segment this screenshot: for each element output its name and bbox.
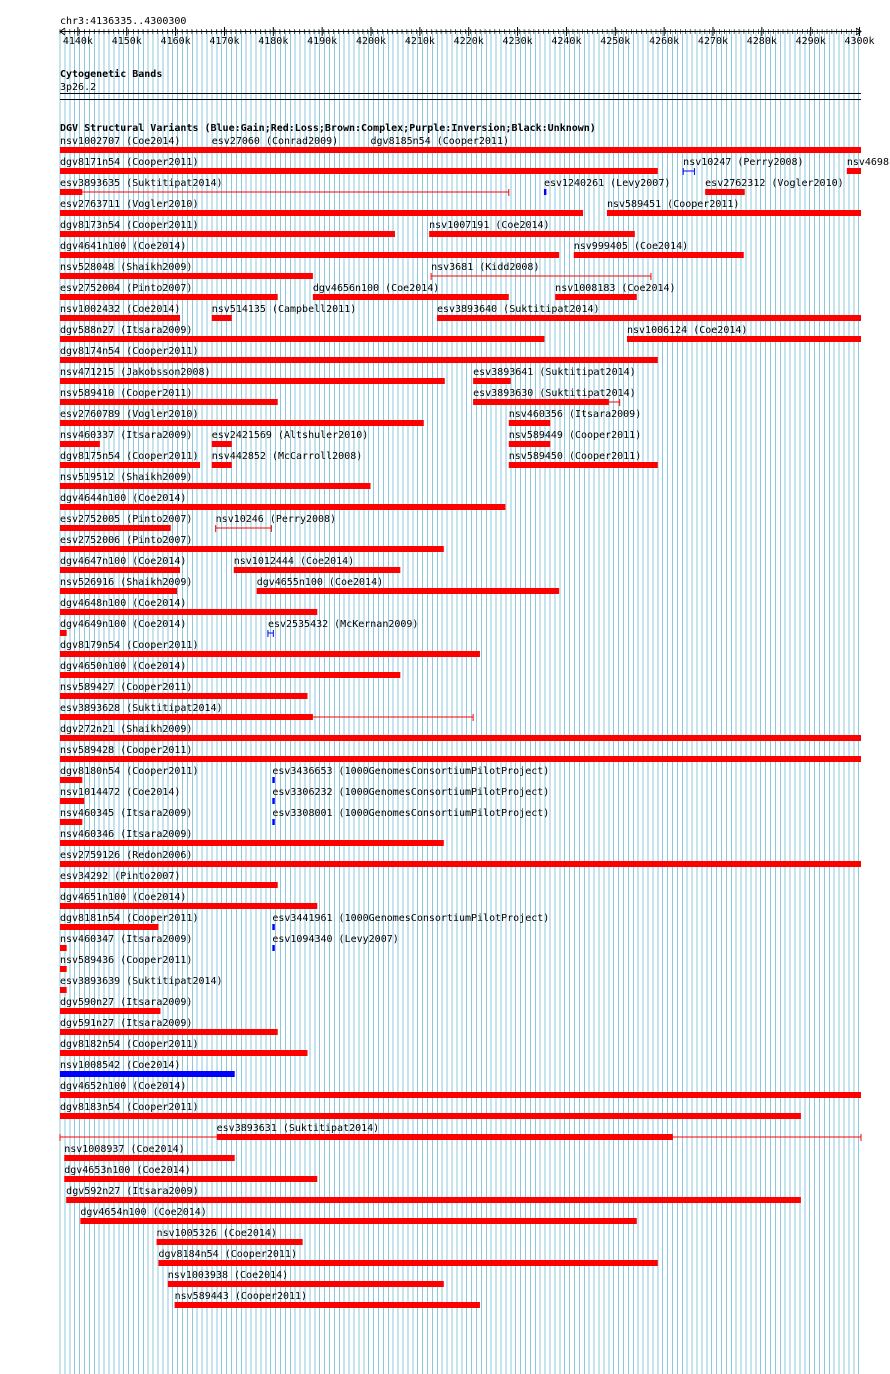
- variant-bar: [60, 609, 317, 615]
- variant-bar: [60, 1029, 278, 1035]
- variant-feature[interactable]: [175, 1291, 480, 1308]
- variant-label[interactable]: nsv589427 (Cooper2011): [60, 682, 193, 693]
- ruler-tick-label: 4160k: [160, 36, 191, 47]
- variant-feature[interactable]: [60, 220, 395, 237]
- variant-bar: [473, 399, 609, 405]
- variant-label[interactable]: nsv10247 (Perry2008): [683, 157, 804, 168]
- variant-label[interactable]: dgv4653n100 (Coe2014): [64, 1165, 191, 1176]
- variant-label[interactable]: esv1094340 (Levy2007): [272, 934, 399, 945]
- variant-label[interactable]: nsv460337 (Itsara2009): [60, 430, 193, 441]
- variant-bar: [64, 1176, 317, 1182]
- variant-label[interactable]: dgv4641n100 (Coe2014): [60, 241, 187, 252]
- variant-bar: [212, 315, 232, 321]
- variant-feature[interactable]: [272, 787, 549, 804]
- variant-feature[interactable]: [847, 157, 889, 174]
- variant-label[interactable]: esv2759126 (Redon2006): [60, 850, 193, 861]
- variant-label[interactable]: nsv589428 (Cooper2011): [60, 745, 193, 756]
- variant-label[interactable]: nsv460346 (Itsara2009): [60, 829, 193, 840]
- variant-label[interactable]: dgv8185n54 (Cooper2011): [370, 136, 510, 147]
- variant-bar: [705, 189, 745, 195]
- variant-bar: [60, 357, 658, 363]
- variant-label[interactable]: esv1240261 (Levy2007): [543, 178, 671, 189]
- ruler-tick-label: 4300k: [844, 36, 875, 47]
- variant-label[interactable]: nsv442852 (McCarroll2008): [211, 451, 363, 462]
- variant-feature[interactable]: [60, 388, 278, 405]
- variant-feature[interactable]: [437, 304, 861, 321]
- variant-bar: [60, 987, 67, 993]
- position-label: chr3:4136335..4300300: [60, 16, 187, 27]
- variant-label[interactable]: dgv8179n54 (Cooper2011): [60, 640, 199, 651]
- variant-feature[interactable]: [272, 766, 549, 783]
- variant-bar: [272, 798, 274, 804]
- variant-label[interactable]: nsv526916 (Shaikh2009): [60, 577, 193, 588]
- variant-feature[interactable]: [60, 178, 509, 196]
- variant-bar: [509, 420, 551, 426]
- variant-label[interactable]: nsv10246 (Perry2008): [215, 514, 337, 525]
- variant-bar: [60, 945, 67, 951]
- variant-label[interactable]: nsv528048 (Shaikh2009): [60, 262, 193, 273]
- variant-feature[interactable]: [64, 1144, 234, 1161]
- variant-feature[interactable]: [60, 367, 445, 384]
- variant-bar: [168, 1281, 444, 1287]
- variant-feature[interactable]: [544, 178, 670, 195]
- variant-feature[interactable]: [371, 136, 861, 153]
- ruler-tick-label: 4170k: [209, 36, 240, 47]
- variant-bar: [80, 1218, 636, 1224]
- variant-label[interactable]: nsv1007191 (Coe2014): [429, 220, 550, 231]
- variant-bar: [60, 441, 100, 447]
- variant-label[interactable]: nsv514135 (Campbell2011): [211, 304, 357, 315]
- variant-label[interactable]: nsv4698: [846, 157, 889, 168]
- variant-label[interactable]: esv3893628 (Suktitipat2014): [60, 703, 223, 714]
- ruler-tick-label: 4150k: [111, 36, 142, 47]
- variant-feature[interactable]: [627, 325, 861, 342]
- variant-label[interactable]: nsv1002707 (Coe2014): [60, 136, 181, 147]
- variant-bar: [60, 525, 171, 531]
- variant-bar: [159, 1260, 658, 1266]
- variant-label[interactable]: nsv589451 (Cooper2011): [606, 199, 740, 210]
- variant-bar: [60, 924, 159, 930]
- variant-bar: [60, 294, 278, 300]
- variant-label[interactable]: esv2752005 (Pinto2007): [60, 514, 193, 525]
- variant-label[interactable]: dgv592n27 (Itsara2009): [66, 1186, 199, 1197]
- variant-bar: [60, 756, 861, 762]
- variant-feature[interactable]: [705, 178, 843, 195]
- variant-label[interactable]: dgv4644n100 (Coe2014): [60, 493, 187, 504]
- variant-label[interactable]: esv2752006 (Pinto2007): [60, 535, 193, 546]
- variant-bar: [60, 630, 67, 636]
- variant-label[interactable]: dgv590n27 (Itsara2009): [60, 997, 193, 1008]
- variant-label[interactable]: nsv589449 (Cooper2011): [508, 430, 642, 441]
- variant-bar: [272, 945, 274, 951]
- variant-label[interactable]: dgv8181n54 (Cooper2011): [60, 913, 199, 924]
- variant-bar: [60, 210, 583, 216]
- variant-label[interactable]: nsv1012444 (Coe2014): [233, 556, 355, 567]
- ruler-tick-label: 4180k: [258, 36, 289, 47]
- variant-feature[interactable]: [272, 808, 549, 825]
- ruler-tick-label: 4280k: [746, 36, 777, 47]
- variant-label[interactable]: esv2752004 (Pinto2007): [60, 283, 193, 294]
- variant-bar: [60, 840, 444, 846]
- variant-feature[interactable]: [64, 1165, 317, 1182]
- variant-feature[interactable]: [509, 409, 641, 426]
- variant-label[interactable]: nsv1005326 (Coe2014): [156, 1228, 277, 1239]
- variant-bar: [60, 420, 424, 426]
- variant-feature[interactable]: [60, 409, 424, 426]
- variant-label[interactable]: nsv460356 (Itsara2009): [508, 409, 642, 420]
- variant-feature[interactable]: [60, 892, 317, 909]
- variant-bar: [60, 735, 861, 741]
- variant-label[interactable]: dgv8183n54 (Cooper2011): [60, 1102, 199, 1113]
- variant-label[interactable]: nsv1014472 (Coe2014): [60, 787, 181, 798]
- variant-feature[interactable]: [60, 703, 473, 721]
- variant-feature[interactable]: [509, 451, 658, 468]
- variant-feature[interactable]: [60, 556, 186, 573]
- variant-bar: [60, 504, 505, 510]
- variant-bar: [175, 1302, 480, 1308]
- variant-bar: [509, 462, 658, 468]
- variant-bar: [60, 567, 180, 573]
- ruler-tick-label: 4230k: [502, 36, 533, 47]
- cytoband-name[interactable]: 3p26.2: [60, 82, 97, 93]
- variant-bar: [437, 315, 861, 321]
- variant-label[interactable]: dgv4651n100 (Coe2014): [60, 892, 187, 903]
- variant-label[interactable]: nsv589436 (Cooper2011): [60, 955, 193, 966]
- variant-bar: [60, 315, 180, 321]
- variant-label[interactable]: dgv588n27 (Itsara2009): [60, 325, 193, 336]
- variant-bar: [60, 189, 82, 195]
- variant-label[interactable]: nsv589410 (Cooper2011): [60, 388, 193, 399]
- variant-bar: [212, 441, 232, 447]
- variant-bar: [60, 231, 395, 237]
- dgv-track-title: DGV Structural Variants (Blue:Gain;Red:Loss;Brown:Complex;Purple:Inversion;Black:Unknown): [60, 123, 596, 134]
- variant-bar: [64, 1155, 234, 1161]
- variant-label[interactable]: dgv591n27 (Itsara2009): [60, 1018, 193, 1029]
- variant-label[interactable]: nsv1006124 (Coe2014): [626, 325, 748, 336]
- variant-bar: [371, 147, 861, 153]
- variant-label[interactable]: nsv589443 (Cooper2011): [174, 1291, 308, 1302]
- variant-label[interactable]: dgv4649n100 (Coe2014): [60, 619, 187, 630]
- variant-label[interactable]: nsv1008542 (Coe2014): [60, 1060, 181, 1071]
- ruler-tick-label: 4140k: [62, 36, 93, 47]
- variant-bar: [60, 252, 559, 258]
- variant-bar: [272, 819, 274, 825]
- variant-bar: [473, 378, 511, 384]
- variant-label[interactable]: esv3308001 (1000GenomesConsortiumPilotProject): [272, 808, 550, 819]
- variant-feature[interactable]: [473, 388, 636, 406]
- variant-bar: [157, 1239, 303, 1245]
- variant-label[interactable]: nsv471215 (Jakobsson2008): [60, 367, 211, 378]
- variant-label[interactable]: dgv8175n54 (Cooper2011): [60, 451, 199, 462]
- ruler-tick-label: 4210k: [404, 36, 435, 47]
- variant-label[interactable]: esv3893635 (Suktitipat2014): [60, 178, 223, 189]
- variant-label[interactable]: esv2421569 (Altshuler2010): [211, 430, 369, 441]
- variant-label[interactable]: nsv999405 (Coe2014): [573, 241, 689, 252]
- variant-label[interactable]: nsv460347 (Itsara2009): [60, 934, 193, 945]
- variant-bar: [60, 1050, 308, 1056]
- variant-label[interactable]: dgv8174n54 (Cooper2011): [60, 346, 199, 357]
- variant-feature[interactable]: [60, 262, 313, 279]
- ruler-tick-label: 4290k: [795, 36, 826, 47]
- ruler-tick-label: 4270k: [697, 36, 729, 47]
- variant-feature[interactable]: [60, 577, 192, 594]
- variant-label[interactable]: dgv8182n54 (Cooper2011): [60, 1039, 199, 1050]
- variant-label[interactable]: esv34292 (Pinto2007): [60, 871, 181, 882]
- variant-bar: [60, 714, 313, 720]
- variant-label[interactable]: nsv589450 (Cooper2011): [508, 451, 642, 462]
- variant-bar: [607, 210, 861, 216]
- variant-bar: [60, 777, 82, 783]
- variant-feature[interactable]: [66, 1186, 801, 1203]
- variant-bar: [60, 399, 278, 405]
- variant-label[interactable]: esv3893639 (Suktitipat2014): [60, 976, 223, 987]
- variant-bar: [60, 861, 861, 867]
- variant-feature[interactable]: [313, 283, 509, 300]
- variant-label[interactable]: nsv519512 (Shaikh2009): [60, 472, 193, 483]
- ruler-tick-label: 4260k: [649, 36, 680, 47]
- variant-bar: [60, 483, 371, 489]
- variant-label[interactable]: nsv3681 (Kidd2008): [431, 262, 540, 273]
- variant-label[interactable]: dgv4655n100 (Coe2014): [256, 577, 384, 588]
- variant-label[interactable]: esv2762312 (Vogler2010): [705, 178, 844, 189]
- variant-feature[interactable]: [60, 1102, 801, 1119]
- variant-bar: [272, 777, 274, 783]
- variant-feature[interactable]: [60, 1018, 278, 1035]
- variant-label[interactable]: esv3436653 (1000GenomesConsortiumPilotProject): [272, 766, 550, 777]
- variant-label[interactable]: dgv8173n54 (Cooper2011): [60, 220, 199, 231]
- variant-label[interactable]: dgv4650n100 (Coe2014): [60, 661, 187, 672]
- variant-label[interactable]: dgv4656n100 (Coe2014): [312, 283, 440, 294]
- variant-bar: [429, 231, 635, 237]
- variant-feature[interactable]: [60, 304, 180, 321]
- variant-feature[interactable]: [473, 367, 636, 384]
- variant-label[interactable]: esv2535432 (McKernan2009): [267, 619, 419, 630]
- variant-bar: [60, 882, 278, 888]
- variant-bar: [60, 903, 317, 909]
- variant-feature[interactable]: [60, 283, 278, 300]
- variant-feature[interactable]: [509, 430, 641, 447]
- variant-label[interactable]: dgv8171n54 (Cooper2011): [60, 157, 199, 168]
- variant-feature[interactable]: [272, 934, 398, 951]
- variant-feature[interactable]: [60, 829, 444, 846]
- variant-feature[interactable]: [60, 640, 480, 657]
- variant-bar: [313, 294, 509, 300]
- ruler-tick-label: 4240k: [551, 36, 582, 47]
- variant-bar: [60, 1113, 801, 1119]
- variant-feature[interactable]: [607, 199, 861, 216]
- variant-label[interactable]: esv2763711 (Vogler2010): [60, 199, 199, 210]
- variant-bar: [555, 294, 637, 300]
- variant-label[interactable]: dgv8180n54 (Cooper2011): [60, 766, 199, 777]
- variant-label[interactable]: dgv4652n100 (Coe2014): [60, 1081, 187, 1092]
- variant-feature[interactable]: [60, 451, 200, 468]
- variant-bar: [257, 588, 559, 594]
- variant-feature[interactable]: [60, 493, 505, 510]
- variant-bar: [60, 672, 400, 678]
- variant-bar: [60, 546, 444, 552]
- variant-bar: [544, 189, 546, 195]
- cytoband-track-title: Cytogenetic Bands: [60, 69, 163, 80]
- variant-bar: [60, 273, 313, 279]
- variant-bar: [60, 168, 658, 174]
- variant-bar: [60, 693, 308, 699]
- variant-label[interactable]: esv3893641 (Suktitipat2014): [473, 367, 636, 378]
- variant-bar: [60, 798, 84, 804]
- variant-feature[interactable]: [60, 598, 317, 615]
- position-ruler: [60, 16, 875, 47]
- variant-feature[interactable]: [60, 871, 278, 888]
- variant-label[interactable]: nsv460345 (Itsara2009): [60, 808, 193, 819]
- variant-feature[interactable]: [60, 535, 444, 552]
- variant-bar: [509, 441, 551, 447]
- variant-bar: [60, 1008, 160, 1014]
- variant-label[interactable]: dgv4654n100 (Coe2014): [80, 1207, 207, 1218]
- variant-label[interactable]: dgv8184n54 (Cooper2011): [158, 1249, 297, 1260]
- variant-label[interactable]: esv3441961 (1000GenomesConsortiumPilotProject): [272, 913, 550, 924]
- variant-bar: [60, 1071, 235, 1077]
- variant-feature[interactable]: [574, 241, 744, 258]
- variant-feature[interactable]: [60, 787, 180, 804]
- variant-bar: [60, 651, 480, 657]
- variant-bar: [60, 966, 67, 972]
- variant-bar: [60, 588, 177, 594]
- variant-feature[interactable]: [272, 913, 549, 930]
- dgv-track[interactable]: [60, 122, 889, 1308]
- variant-label[interactable]: nsv1002432 (Coe2014): [60, 304, 181, 315]
- ruler-tick-label: 4190k: [307, 36, 338, 47]
- variant-label[interactable]: esv27060 (Conrad2009): [211, 136, 339, 147]
- variant-bar: [60, 819, 82, 825]
- variant-feature[interactable]: [431, 262, 651, 280]
- variant-feature[interactable]: [234, 556, 401, 573]
- variant-bar: [234, 567, 401, 573]
- variant-feature[interactable]: [60, 199, 583, 216]
- variant-bar: [212, 462, 232, 468]
- variant-label[interactable]: dgv4648n100 (Coe2014): [60, 598, 187, 609]
- variant-bar: [212, 147, 257, 153]
- variant-label[interactable]: esv2760789 (Vogler2010): [60, 409, 199, 420]
- variant-label[interactable]: nsv1008937 (Coe2014): [64, 1144, 185, 1155]
- variant-bar: [60, 336, 544, 342]
- variant-bar: [272, 924, 274, 930]
- variant-bar: [847, 168, 861, 174]
- variant-label[interactable]: nsv1008183 (Coe2014): [555, 283, 676, 294]
- variant-label[interactable]: dgv4647n100 (Coe2014): [60, 556, 187, 567]
- variant-bar: [60, 462, 200, 468]
- ruler-tick-label: 4220k: [453, 36, 484, 47]
- variant-bar: [574, 252, 744, 258]
- variant-label[interactable]: nsv1003938 (Coe2014): [167, 1270, 289, 1281]
- variant-label[interactable]: esv3893630 (Suktitipat2014): [473, 388, 636, 399]
- variant-feature[interactable]: [60, 1060, 235, 1077]
- variant-bar: [60, 1092, 861, 1098]
- variant-label[interactable]: esv3893631 (Suktitipat2014): [216, 1123, 380, 1134]
- ruler-tick-label: 4200k: [355, 36, 387, 47]
- variant-bar: [66, 1197, 801, 1203]
- variant-label[interactable]: dgv272n21 (Shaikh2009): [60, 724, 193, 735]
- ruler-tick-label: 4250k: [600, 36, 631, 47]
- variant-feature[interactable]: [60, 472, 371, 489]
- variant-bar: [217, 1134, 673, 1140]
- variant-feature[interactable]: [168, 1270, 444, 1287]
- variant-label[interactable]: esv3306232 (1000GenomesConsortiumPilotProject): [272, 787, 550, 798]
- variant-label[interactable]: esv3893640 (Suktitipat2014): [436, 304, 600, 315]
- variant-bar: [60, 378, 445, 384]
- variant-bar: [627, 336, 861, 342]
